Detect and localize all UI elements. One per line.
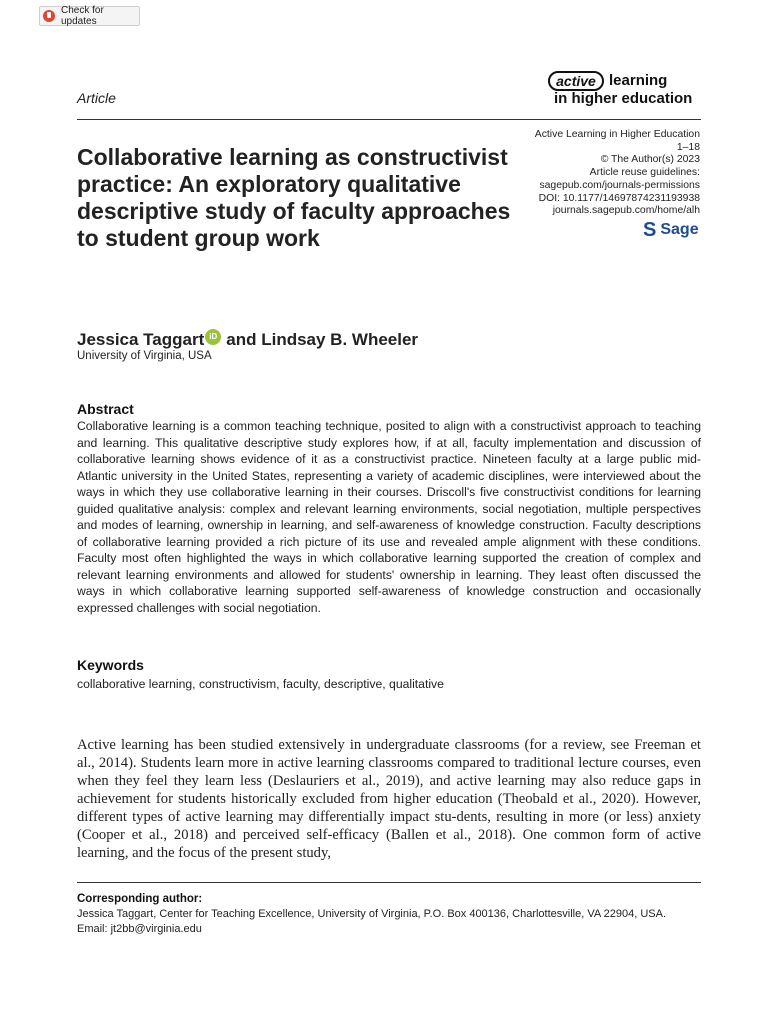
meta-permissions-link[interactable]: sagepub.com/journals-permissions — [539, 179, 700, 191]
publisher-logo — [643, 220, 699, 240]
journal-logo-word-1: learning — [609, 72, 668, 89]
corresponding-author-details — [77, 907, 666, 937]
meta-journal-url[interactable]: journals.sagepub.com/home/alh — [552, 205, 700, 217]
header-divider — [77, 119, 701, 120]
corresponding-author-email[interactable]: Email: jt2bb@virginia.edu — [77, 923, 202, 935]
body-paragraph: Active learning has been studied extensively in undergraduate classrooms (for a review, see Freeman et al., 2014). Students learn more in active learning classrooms compared to traditional lecture courses, even when they feel they learn less (Deslauriers et al., 2019), and active learning may also reduce gaps in achievement for students historically excluded from higher education (Theobald et al., 2020). However, different types of active learning may differentially impact stu-dents, resulting in more (or less) anxiety (Cooper et al., 2018) and perceived self-efficacy (Ballen et al., 2018). One common form of active learning, and the focus of the present study, — [77, 737, 701, 861]
journal-logo — [548, 71, 702, 109]
abstract-text: Collaborative learning is a common teaching technique, posited to align with a constructivist approach to teaching and learning. This qualitative descriptive study explores how, if at all, faculty implementation and discussion of collaborative learning shows evidence of it as a constructivist practice. Nineteen faculty at a large public mid-Atlantic university in the United States, representing a variety of academic disciplines, were interviewed about the ways in which they use collaborative learning in their courses. Driscoll's five constructivist conditions for learning guided qualitative analysis: complex and relevant learning environments, social negotiation, multiple perspectives and modes of learning, ownership in learning, and self-awareness of knowledge construction. Faculty descriptions of collaborative learning provided a rich picture of its use and revealed ample alignment with these conditions. Faculty most often highlighted the ways in which collaborative learning supported the creation of complex and relevant learning environments and allowed for students' ownership in learning. They least often discussed the ways in which collaborative learning supported self-awareness of knowledge construction and occasionally expressed challenges with social negotiation. — [77, 419, 701, 615]
author-rest: and Lindsay B. Wheeler — [226, 330, 419, 349]
article-title: Collaborative learning as constructivist practice: An exploratory qualitative descriptive study of faculty approaches to student group work — [77, 144, 511, 251]
corresponding-author-heading: Corresponding author: — [77, 893, 203, 905]
meta-doi[interactable]: DOI: 10.1177/14697874231193938 — [538, 192, 700, 204]
keywords-heading: Keywords — [77, 657, 144, 673]
sage-logo-icon: S — [643, 219, 657, 241]
journal-logo-pill: active — [548, 71, 604, 91]
article-type-label: Article — [77, 90, 116, 106]
journal-meta — [535, 129, 700, 218]
author-line — [77, 329, 418, 351]
meta-journal-name: Active Learning in Higher Education — [534, 129, 700, 140]
keywords-list: collaborative learning, constructivism, faculty, descriptive, qualitative — [77, 677, 444, 691]
meta-copyright: © The Author(s) 2023 — [600, 154, 700, 166]
meta-reuse-label: Article reuse guidelines: — [589, 167, 700, 179]
corresponding-author-address: Jessica Taggart, Center for Teaching Excellence, University of Virginia, P.O. Box 400136, Charlottesville, VA 22904, USA. — [77, 908, 667, 920]
meta-pages: 1–18 — [676, 141, 700, 153]
orcid-icon[interactable]: iD — [205, 329, 221, 345]
affiliation: University of Virginia, USA — [77, 350, 212, 362]
journal-logo-word-2: in higher education — [554, 90, 693, 107]
abstract-heading: Abstract — [77, 401, 134, 417]
check-for-updates-button[interactable] — [39, 6, 140, 26]
footnote-divider — [77, 882, 701, 883]
publisher-name: Sage — [660, 221, 699, 238]
bookmark-icon — [43, 10, 55, 22]
author-1[interactable]: Jessica Taggart — [77, 330, 205, 349]
check-for-updates-label: Check for updates — [61, 5, 104, 27]
